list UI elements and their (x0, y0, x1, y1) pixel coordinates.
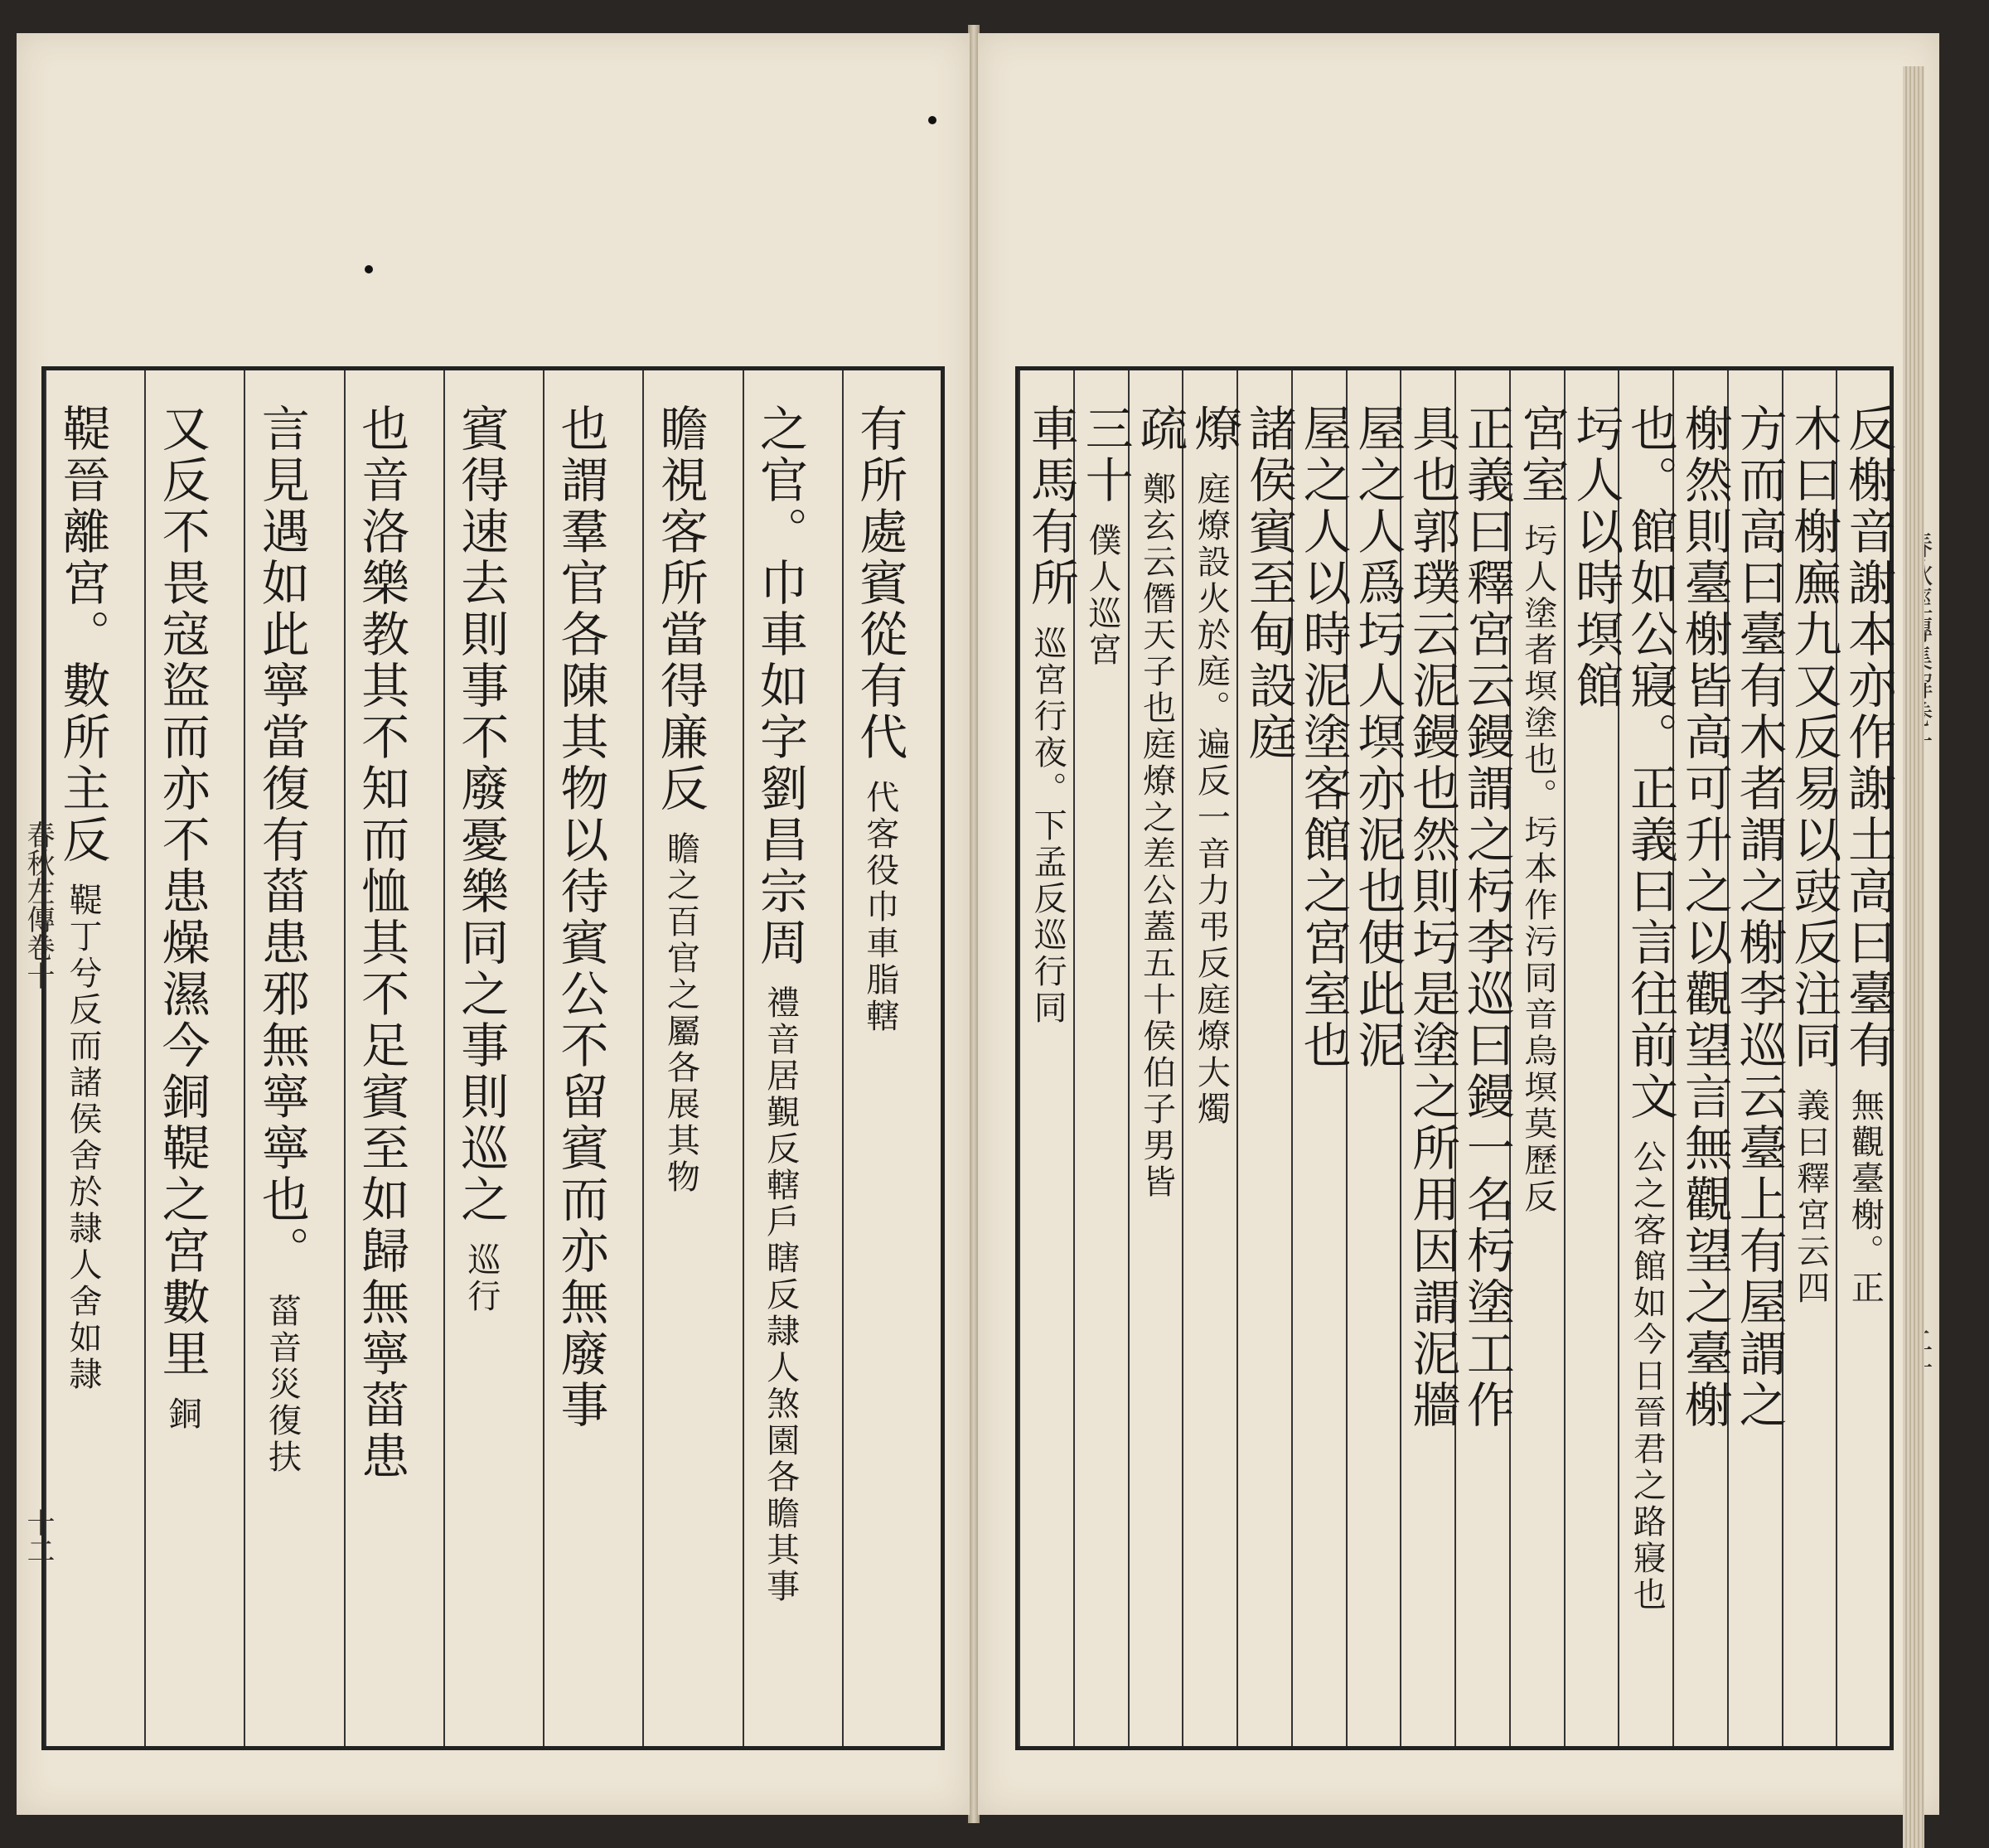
column-annotation: 菑音災復扶 (263, 1294, 302, 1476)
text-column (443, 370, 543, 1746)
text-column (1509, 370, 1570, 1746)
page-edges (1903, 66, 1924, 1848)
column-main-text: 屋之人爲圬人塓亦泥也使此泥 (1349, 404, 1406, 1072)
column-main-text: 諸侯賓至甸設庭 (1240, 404, 1297, 763)
column-main-text: 也音洛樂教其不知而恤其不足賓至如歸無寧菑患 (353, 404, 410, 1483)
text-column (1454, 370, 1515, 1746)
column-annotation: 義曰釋宮云四 (1791, 1088, 1830, 1307)
ink-speck (928, 116, 936, 124)
column-main-text: 具也郭璞云泥鏝也然則圬是塗之所用因謂泥牆 (1404, 404, 1461, 1431)
column-main-text: 也謂羣官各陳其物以待賓公不留賓而亦無廢事 (552, 404, 609, 1431)
text-column (1236, 370, 1297, 1746)
text-column (244, 370, 343, 1746)
text-column (1782, 370, 1842, 1746)
right-text-frame (1015, 366, 1897, 1750)
left-margin-title: 春秋左傳卷十 (22, 820, 55, 989)
column-main-text: 車馬有所 (1022, 404, 1079, 609)
column-annotation: 銅 (163, 1396, 202, 1433)
text-column (144, 370, 244, 1746)
column-main-text: 也。館如公寢。正義曰言往前文 (1622, 404, 1679, 1123)
column-main-text: 木曰榭廡九又反易以豉反注同 (1785, 404, 1842, 1072)
column-main-text: 鞮晉離宮。數所主反 (54, 404, 111, 866)
column-main-text: 宮室 (1512, 404, 1570, 506)
column-main-text: 圬人以時塓館 (1567, 404, 1624, 712)
column-main-text: 賓得速去則事不廢憂樂同之事則巡之 (452, 404, 510, 1226)
left-text-frame (41, 366, 945, 1750)
column-annotation: 巡宮行夜。下孟反巡行同 (1028, 626, 1067, 1027)
text-column (1073, 370, 1134, 1746)
column-main-text: 榭然則臺榭皆高可升之以觀望言無觀望之臺榭 (1676, 404, 1733, 1431)
text-column (1182, 370, 1243, 1746)
column-annotation: 鄭玄云僭天子也庭燎之差公蓋五十侯伯子男皆 (1137, 472, 1176, 1201)
text-column (45, 370, 144, 1746)
column-main-text: 三十 (1077, 404, 1134, 506)
left-page (17, 33, 970, 1815)
column-annotation: 禮音居覲反轄戶瞎反隷人煞園各瞻其事 (761, 985, 800, 1605)
column-annotation: 瞻之百官之屬各展其物 (661, 831, 700, 1196)
column-main-text: 正義曰釋宮云鏝謂之杇李巡曰鏝一名杇塗工作 (1458, 404, 1515, 1431)
right-page (978, 33, 1939, 1815)
text-column (642, 370, 742, 1746)
text-column (1836, 370, 1897, 1746)
column-main-text: 屋之人以時泥塗客館之宮室也 (1295, 404, 1352, 1072)
column-main-text: 有所處賓從有代 (851, 404, 908, 763)
ink-speck (365, 265, 373, 273)
text-column (543, 370, 642, 1746)
column-main-text: 又反不畏寇盜而亦不患燥濕今銅鞮之宮數里 (153, 404, 211, 1380)
text-column (1128, 370, 1188, 1746)
left-folio: 十二 (22, 1508, 55, 1565)
text-column (842, 370, 941, 1746)
text-column (1618, 370, 1679, 1746)
text-column (1019, 370, 1079, 1746)
column-main-text: 反榭音謝本亦作謝土高曰臺有 (1840, 404, 1897, 1072)
column-annotation: 僕人巡宮 (1082, 523, 1121, 669)
column-main-text: 言見遇如此寧當復有菑患邪無寧寧也。 (253, 404, 310, 1277)
text-column (1672, 370, 1733, 1746)
text-column (1400, 370, 1461, 1746)
column-annotation: 庭燎設火於庭。遍反一音力弔反庭燎大燭 (1192, 472, 1231, 1128)
column-main-text: 之官。巾車如字劉昌宗周 (751, 404, 808, 969)
column-main-text: 疏 (1131, 404, 1188, 455)
text-column (1291, 370, 1352, 1746)
text-column (1564, 370, 1624, 1746)
text-column (1727, 370, 1788, 1746)
column-annotation: 無觀臺榭。正 (1846, 1088, 1885, 1307)
column-annotation: 公之客館如今日晉君之路寢也 (1628, 1139, 1667, 1613)
column-annotation: 鞮丁兮反而諸侯舍於隷人舍如隷 (64, 883, 103, 1393)
column-main-text: 瞻視客所當得廉反 (651, 404, 709, 815)
column-main-text: 燎 (1186, 404, 1243, 455)
column-main-text: 方而高曰臺有木者謂之榭李巡云臺上有屋謂之 (1730, 404, 1788, 1431)
text-column (344, 370, 443, 1746)
column-annotation: 巡行 (462, 1242, 501, 1315)
column-annotation: 代客役巾車脂轄 (860, 780, 899, 1035)
text-column (1346, 370, 1406, 1746)
text-column (743, 370, 842, 1746)
column-annotation: 圬人塗者塓塗也。圬本作污同音烏塓莫歷反 (1518, 523, 1557, 1216)
